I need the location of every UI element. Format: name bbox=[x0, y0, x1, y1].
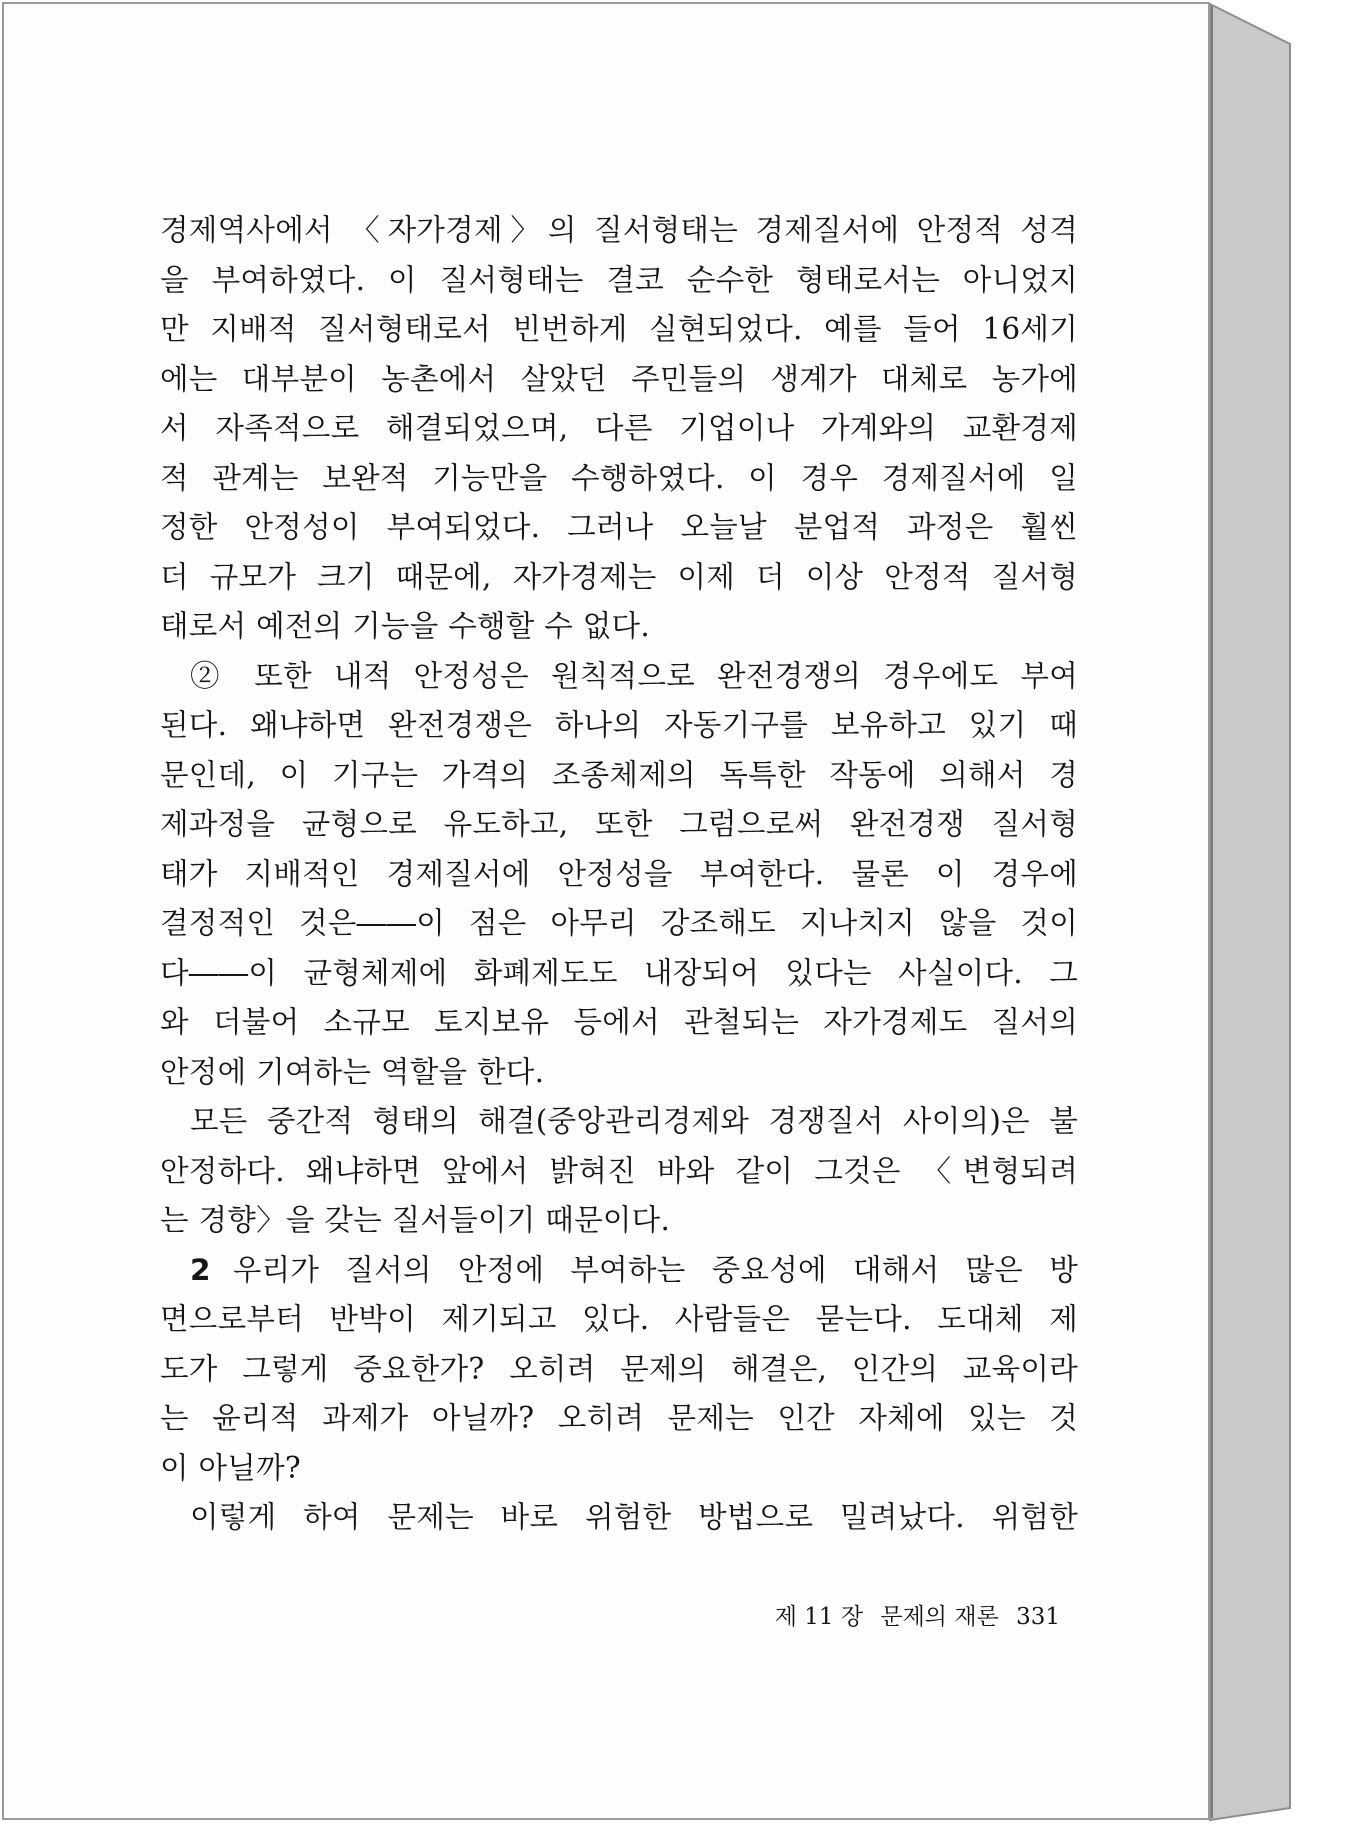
text-line: 이렇게 하여 문제는 바로 위험한 방법으로 밀려났다. 위험한 bbox=[190, 1500, 1078, 1534]
text-line: 모든 중간적 형태의 해결(중앙관리경제와 경쟁질서 사이의)은 불 bbox=[190, 1104, 1078, 1138]
text-line: 문인데, 이 기구는 가격의 조종체제의 독특한 작동에 의해서 경 bbox=[160, 757, 1078, 792]
text-line: 도가 그렇게 중요한가? 오히려 문제의 해결은, 인간의 교육이라 bbox=[160, 1351, 1078, 1386]
text-line: 안정에 기여하는 역할을 한다. bbox=[160, 1054, 545, 1089]
text-line-with-section-number bbox=[160, 1246, 1078, 1296]
paragraph-4 bbox=[160, 1246, 1078, 1494]
text-line: 는 윤리적 과제가 아닐까? 오히려 문제는 인간 자체에 있는 것 bbox=[160, 1401, 1078, 1435]
paragraph-1 bbox=[160, 206, 1078, 652]
text-line: 결정적인 것은――이 점은 아무리 강조해도 지나치지 않을 것이 bbox=[160, 906, 1078, 940]
text-line: 와 더불어 소규모 토지보유 등에서 관철되는 자가경제도 질서의 bbox=[160, 1005, 1078, 1039]
section-number: 2 bbox=[190, 1252, 211, 1287]
chapter-title: 문제의 재론 bbox=[880, 1604, 999, 1630]
text-line: 안정하다. 왜냐하면 앞에서 밝혀진 바와 같이 그것은 〈변형되려 bbox=[160, 1153, 1078, 1188]
text-line: 을 부여하였다. 이 질서형태는 결코 순수한 형태로서는 아니었지 bbox=[160, 262, 1078, 297]
text-line: 우리가 질서의 안정에 부여하는 중요성에 대해서 많은 방 bbox=[232, 1252, 1078, 1287]
text-line: 된다. 왜냐하면 완전경쟁은 하나의 자동기구를 보유하고 있기 때 bbox=[160, 708, 1078, 742]
text-line: 는 경향〉을 갖는 질서들이기 때문이다. bbox=[160, 1203, 671, 1237]
book-thickness-face bbox=[1210, 4, 1290, 1820]
page-number: 331 bbox=[1016, 1604, 1060, 1630]
text-line: 경제역사에서 〈자가경제〉의 질서형태는 경제질서에 안정적 성격 bbox=[160, 213, 1078, 247]
text-line: 제과정을 균형으로 유도하고, 또한 그럼으로써 완전경쟁 질서형 bbox=[160, 807, 1078, 841]
text-line: 다――이 균형체제에 화폐제도도 내장되어 있다는 사실이다. 그 bbox=[160, 955, 1078, 990]
paragraph-3 bbox=[160, 1097, 1078, 1246]
page-footer bbox=[740, 1598, 1060, 1631]
text-line: 적 관계는 보완적 기능만을 수행하였다. 이 경우 경제질서에 일 bbox=[160, 460, 1078, 495]
paragraph-2 bbox=[160, 652, 1078, 1098]
text-line: ② 또한 내적 안정성은 원칙적으로 완전경쟁의 경우에도 부여 bbox=[190, 658, 1078, 693]
text-line: 정한 안정성이 부여되었다. 그러나 오늘날 분업적 과정은 훨씬 bbox=[160, 510, 1078, 544]
text-line: 태로서 예전의 기능을 수행할 수 없다. bbox=[160, 609, 651, 643]
chapter-label: 제 11 장 bbox=[774, 1604, 864, 1630]
page-body-text bbox=[160, 206, 1078, 1543]
text-line: 이 아닐까? bbox=[160, 1450, 301, 1485]
paragraph-5 bbox=[160, 1493, 1078, 1543]
text-line: 태가 지배적인 경제질서에 안정성을 부여한다. 물론 이 경우에 bbox=[160, 856, 1078, 891]
text-line: 만 지배적 질서형태로서 빈번하게 실현되었다. 예를 들어 16세기 bbox=[160, 312, 1078, 346]
text-line: 서 자족적으로 해결되었으며, 다른 기업이나 가계와의 교환경제 bbox=[160, 411, 1078, 445]
text-line: 에는 대부분이 농촌에서 살았던 주민들의 생계가 대체로 농가에 bbox=[160, 361, 1078, 396]
text-line: 더 규모가 크기 때문에, 자가경제는 이제 더 이상 안정적 질서형 bbox=[160, 559, 1078, 594]
text-line: 면으로부터 반박이 제기되고 있다. 사람들은 묻는다. 도대체 제 bbox=[160, 1302, 1078, 1336]
